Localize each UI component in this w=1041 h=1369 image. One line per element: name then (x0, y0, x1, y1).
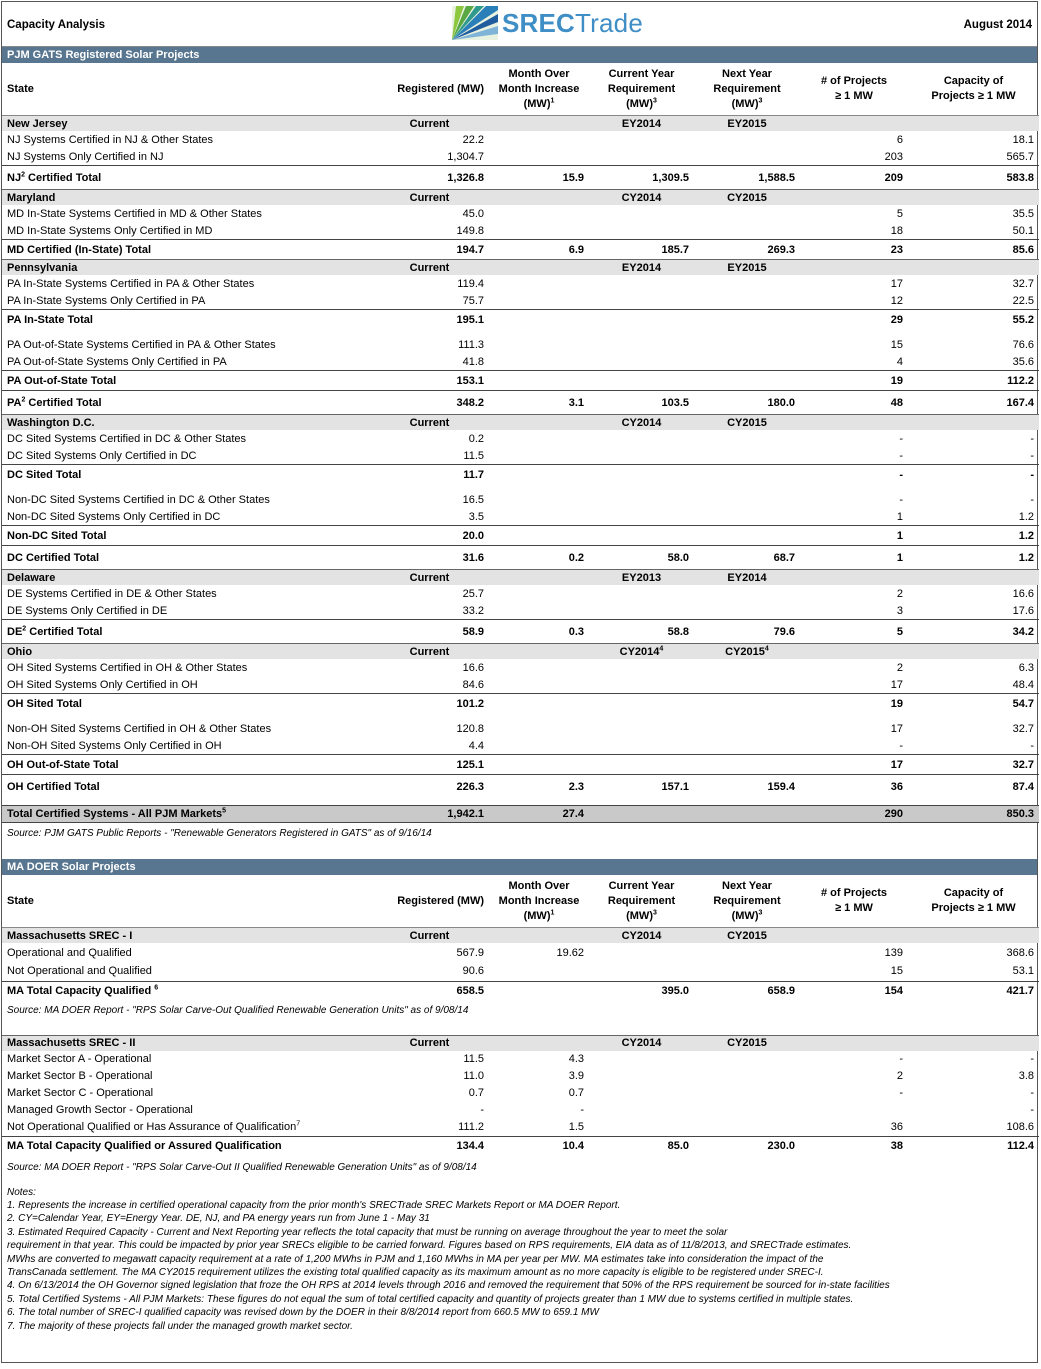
col-capacity: Capacity of Projects ≥ 1 MW (908, 875, 1039, 928)
ma-header-row (2, 875, 1039, 928)
subtotal-row: PA In-State Total 195.1 29 55.2 (2, 310, 1039, 330)
group-row: Washington D.C. Current CY2014 CY2015 (2, 415, 1039, 431)
footnote-line: 2. CY=Calendar Year, EY=Energy Year. DE, NJ, and PA energy years run from June 1 - May 31 (7, 1213, 430, 1225)
table-row: DE Systems Only Certified in DE 33.2 3 17.6 (7, 604, 1034, 617)
table-row: PA Out-of-State Systems Certified in PA & Other States 111.3 15 76.6 (7, 338, 1034, 351)
col-capacity: Capacity of Projects ≥ 1 MW (908, 63, 1039, 116)
col-mom: Month Over Month Increase (MW)$^1$ (489, 875, 589, 928)
top-header (2, 2, 1037, 47)
footnote-line: 7. The majority of these projects fall under the managed growth market sector. (7, 1320, 353, 1332)
group-row: Ohio Current CY2014$^4$ CY2015$^4$ (2, 644, 1039, 660)
footnote-line: Notes: (7, 1186, 36, 1198)
col-projects: # of Projects ≥ 1 MW (800, 63, 908, 116)
table-row: DC Sited Systems Only Certified in DC 11.5 - - (7, 449, 1034, 462)
total-row: $NJ^2$ Certified Total 1,326.8 15.9 1,309.5 1,588.5 209 583.8 (2, 166, 1039, 190)
group-row: Pennsylvania Current EY2014 EY2015 (2, 260, 1039, 276)
srec2-source-note: Source: MA DOER Report - "RPS Solar Carve-Out II Qualified Renewable Generation Units" as of 9/08/14 (7, 1161, 477, 1173)
table-row: NJ Systems Certified in NJ & Other States 22.2 6 18.1 (7, 133, 1034, 146)
ma-section-title: MA DOER Solar Projects (2, 859, 1037, 875)
report-title: Capacity Analysis (7, 19, 106, 31)
srec1-source-note: Source: MA DOER Report - "RPS Solar Carve-Out Qualified Renewable Generation Units" as of 9/08/14 (7, 1004, 469, 1016)
footnote-line: requirement in that year. This could be impacted by prior year SRECs eligible to be carried forward. Figures based on RPS requirements, EIA data as of 11/8/2013, and SRECTrade estimates. (7, 1240, 852, 1252)
col-registered: Registered (MW) (370, 875, 489, 928)
total-row: $DE^2$ Certified Total 58.9 0.3 58.8 79.6 5 34.2 (2, 620, 1039, 644)
group-row: Delaware Current EY2013 EY2014 (2, 570, 1039, 586)
srectrade-logo (452, 6, 643, 40)
table-row: Market Sector C - Operational 0.7 0.7 - - (7, 1087, 1034, 1099)
table-row: Not Operational Qualified or Has Assurance of Qualification$^7$ 111.2 1.5 36 108.6 (7, 1120, 1034, 1133)
table-row: PA Out-of-State Systems Only Certified in PA 41.8 4 35.6 (7, 355, 1034, 368)
subtotal-row: OH Sited Total 101.2 19 54.7 (2, 694, 1039, 714)
total-row: DC Certified Total 31.6 0.2 58.0 68.7 1 1.2 (2, 546, 1039, 570)
table-row: PA In-State Systems Only Certified in PA 75.7 12 22.5 (7, 294, 1034, 307)
col-registered: Registered (MW) (370, 63, 489, 116)
total-row: $PA^2$ Certified Total 348.2 3.1 103.5 180.0 48 167.4 (2, 391, 1039, 415)
table-row: MD In-State Systems Only Certified in MD 149.8 18 50.1 (7, 224, 1034, 237)
footnote-line: 3. Estimated Required Capacity - Current and Next Reporting year reflects the total capacity that must be running on average throughout the year to meet the solar (7, 1226, 728, 1238)
table-row: DC Sited Systems Certified in DC & Other States 0.2 - - (7, 432, 1034, 445)
total-row: MD Certified (In-State) Total 194.7 6.9 185.7 269.3 23 85.6 (2, 240, 1039, 260)
total-row: MA Total Capacity Qualified or Assured Qualification 134.4 10.4 85.0 230.0 38 112.4 (2, 1136, 1039, 1156)
total-row: OH Certified Total 226.3 2.3 157.1 159.4 36 87.4 (2, 775, 1039, 799)
col-next-req: Next Year Requirement (MW)$^3$ (694, 63, 800, 116)
table-row: OH Sited Systems Certified in OH & Other States 16.6 2 6.3 (7, 661, 1034, 674)
sun-logo-icon (452, 6, 498, 40)
subtotal-row: DC Sited Total 11.7 - - (2, 465, 1039, 485)
footnote-line: 4. On 6/13/2014 the OH Governor signed legislation that froze the OH RPS at 2014 levels through 2016 and removed the requirement that 50% of the RPS requirement be sourced for in-state facilities (7, 1280, 890, 1292)
footnote-line: MWhs are converted to megawatt capacity requirement at a rate of 1,200 MWhs in PJM and 1,160 MWhs in MA per year per MW. MA estimates take into consideration the impact of the (7, 1253, 824, 1265)
col-next-req: Next Year Requirement (MW)$^3$ (694, 875, 800, 928)
grand-total-row: Total Certified Systems - All PJM Markets$^5$ 1,942.1 27.4 290 850.3 (2, 806, 1039, 823)
col-projects: # of Projects ≥ 1 MW (800, 875, 908, 928)
col-current-req: Current Year Requirement (MW)$^3$ (589, 875, 694, 928)
group-row: Maryland Current CY2014 CY2015 (2, 190, 1039, 206)
ma-srec2-table (2, 1035, 1039, 1156)
col-current-req: Current Year Requirement (MW)$^3$ (589, 63, 694, 116)
table-row: OH Sited Systems Only Certified in OH 84.6 17 48.4 (7, 678, 1034, 691)
table-row: Market Sector A - Operational 11.5 4.3 - - (7, 1053, 1034, 1065)
group-row: New Jersey Current EY2014 EY2015 (2, 116, 1039, 132)
footnote-line: TransCanada settlement. The MA CY2015 requirement utilizes the existing total qualified capacity as its maximum amount as no more capacity is eligible to be registered under SREC-I. (7, 1266, 824, 1278)
footnote-line: 1. Represents the increase in certified operational capacity from the prior month's SRECTrade SREC Markets Report or MA DOER Report. (7, 1199, 621, 1211)
table-row: DE Systems Certified in DE & Other States 25.7 2 16.6 (7, 587, 1034, 600)
col-state: State (2, 63, 370, 116)
table-row: Non-OH Sited Systems Only Certified in OH 4.4 - - (7, 739, 1034, 752)
pjm-section-title: PJM GATS Registered Solar Projects (2, 47, 1037, 63)
footnotes (2, 1186, 1037, 1333)
report-date: August 2014 (963, 19, 1032, 31)
table-row: Non-DC Sited Systems Certified in DC & Other States 16.5 - - (7, 493, 1034, 506)
pjm-header-row (2, 63, 1039, 116)
table-row: Not Operational and Qualified 90.6 15 53.1 (7, 965, 1034, 978)
col-state: State (2, 875, 370, 928)
page (1, 1, 1038, 1363)
footnote-line: 5. Total Certified Systems - All PJM Markets: These figures do not equal the sum of total certified capacity and quantity of projects greater than 1 MW due to systems certified in multiple states. (7, 1293, 854, 1305)
group-row: Massachusetts SREC - II Current CY2014 CY2015 (2, 1035, 1039, 1051)
group-row: Massachusetts SREC - I Current CY2014 CY2015 (2, 928, 1039, 944)
subtotal-row: PA Out-of-State Total 153.1 19 112.2 (2, 371, 1039, 391)
pjm-source-note: Source: PJM GATS Public Reports - "Renewable Generators Registered in GATS" as of 9/16/14 (7, 828, 432, 839)
total-row: MA Total Capacity Qualified $^6$ 658.5 395.0 658.9 154 421.7 (2, 981, 1039, 1001)
table-row: MD In-State Systems Certified in MD & Other States 45.0 5 35.5 (7, 207, 1034, 220)
table-row: NJ Systems Only Certified in NJ 1,304.7 203 565.7 (7, 150, 1034, 163)
table-row: Non-OH Sited Systems Certified in OH & Other States 120.8 17 32.7 (7, 722, 1034, 735)
col-mom: Month Over Month Increase (MW)$^1$ (489, 63, 589, 116)
logo-wordmark: SRECTrade (502, 7, 644, 38)
table-row: Operational and Qualified 567.9 19.62 139 368.6 (7, 946, 1034, 959)
ma-table (2, 875, 1039, 1001)
footnote-line: 6. The total number of SREC-I qualified capacity was revised down by the DOER in their 8/8/2014 report from 660.5 MW to 659.1 MW (7, 1307, 599, 1319)
table-row: Non-DC Sited Systems Only Certified in DC 3.5 1 1.2 (7, 510, 1034, 523)
table-row: Managed Growth Sector - Operational - - - (7, 1104, 1034, 1116)
table-row: PA In-State Systems Certified in PA & Other States 119.4 17 32.7 (7, 277, 1034, 290)
subtotal-row: OH Out-of-State Total 125.1 17 32.7 (2, 755, 1039, 775)
pjm-table (2, 63, 1039, 823)
subtotal-row: Non-DC Sited Total 20.0 1 1.2 (2, 526, 1039, 546)
table-row: Market Sector B - Operational 11.0 3.9 2 3.8 (7, 1070, 1034, 1082)
